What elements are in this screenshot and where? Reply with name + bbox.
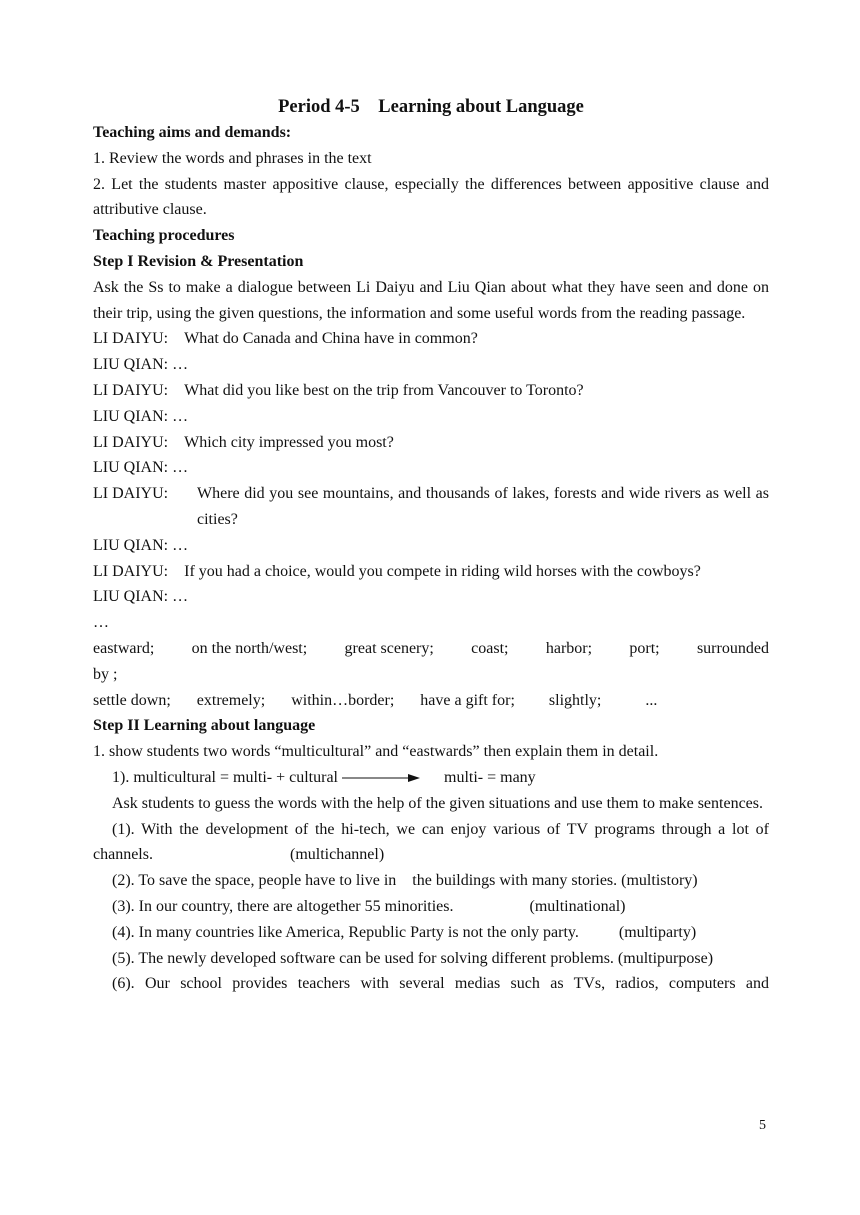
dialogue-line: [93, 404, 769, 430]
useful-words-continuation: by ;: [93, 665, 118, 683]
dialogue-line: [93, 481, 769, 533]
speaker-label: LIU QIAN:: [93, 356, 173, 374]
dialogue-text: …: [172, 588, 189, 606]
procedures-heading: Teaching procedures: [93, 227, 235, 245]
dialogue-line: [93, 559, 769, 585]
dialogue-line: [93, 352, 769, 378]
useful-word: extremely;: [196, 691, 266, 709]
document-page: [93, 94, 769, 997]
dialogue-text: If you had a choice, would you compete in riding wild horses with the cowboys?: [184, 562, 701, 580]
example-text: (4). In many countries like America, Republic Party is not the only party.: [112, 923, 579, 941]
dialogue-text: What did you like best on the trip from Vancouver to Toronto?: [184, 381, 584, 399]
aim-item: 1. Review the words and phrases in the text: [93, 149, 372, 167]
formula-right: multi- = many: [444, 768, 536, 786]
useful-word: ...: [645, 691, 658, 709]
example-item: [93, 946, 769, 972]
example-item: [93, 920, 769, 946]
speaker-label: LIU QIAN:: [93, 536, 173, 554]
speaker-label: LI DAIYU:: [93, 485, 169, 503]
dialogue-text: …: [172, 356, 189, 374]
example-answer: (multinational): [529, 897, 626, 915]
useful-word: harbor;: [545, 639, 593, 657]
dialogue-line: [93, 430, 769, 456]
useful-word: have a gift for;: [420, 691, 515, 709]
step2-heading: Step II Learning about language: [93, 717, 316, 735]
aims-heading: Teaching aims and demands:: [93, 124, 292, 141]
step2-item: 1. show students two words “multicultural” and “eastwards” then explain them in detail.: [93, 743, 659, 761]
useful-word: eastward;: [93, 639, 155, 657]
aim-item: 2. Let the students master appositive clause, especially the differences between appositive clause and attributive clause.: [93, 175, 769, 219]
example-text: (2). To save the space, people have to live in the buildings with many stories.: [112, 872, 618, 890]
dialogue-line: [93, 378, 769, 404]
example-text: (1). With the development of the hi-tech, we can enjoy various of TV programs through a lot of channels.: [93, 820, 769, 864]
dialogue-text: …: [172, 536, 189, 554]
step1-intro: Ask the Ss to make a dialogue between Li Daiyu and Liu Qian about what they have seen and done on their trip, using the given questions, the information and some useful words from the reading passage.: [93, 278, 769, 322]
useful-word: port;: [629, 639, 660, 657]
speaker-label: LI DAIYU:: [93, 433, 185, 451]
example-item: [93, 894, 769, 920]
speaker-label: LIU QIAN:: [93, 407, 173, 425]
formula-left: 1). multicultural = multi- + cultural: [112, 768, 338, 786]
useful-word: coast;: [471, 639, 509, 657]
example-item: [93, 817, 769, 869]
word-formula: [93, 765, 769, 791]
dialogue-line: [93, 533, 769, 559]
example-item: [93, 971, 769, 997]
speaker-label: LI DAIYU:: [93, 381, 185, 399]
example-text: (3). In our country, there are altogether 55 minorities.: [112, 897, 454, 915]
useful-word: within…border;: [291, 691, 395, 709]
dialogue-line: [93, 455, 769, 481]
dialogue-text: …: [172, 407, 189, 425]
example-text: (5). The newly developed software can be used for solving different problems.: [112, 949, 614, 967]
example-answer: (multipurpose): [617, 949, 714, 967]
guess-intro: Ask students to guess the words with the help of the given situations and use them to make sentences.: [112, 794, 763, 812]
example-text: (6). Our school provides teachers with several medias such as TVs, radios, computers and: [112, 975, 769, 993]
example-answer: (multichannel): [289, 846, 385, 864]
dialogue-text: What do Canada and China have in common?: [184, 330, 478, 348]
speaker-label: LI DAIYU:: [93, 562, 185, 580]
speaker-label: LI DAIYU:: [93, 330, 185, 348]
dialogue-text: Where did you see mountains, and thousands of lakes, forests and wide rivers as well as cities?: [197, 485, 769, 528]
dialogue-line: [93, 326, 769, 352]
useful-word: on the north/west;: [191, 639, 308, 657]
useful-word: slightly;: [548, 691, 602, 709]
useful-word: great scenery;: [344, 639, 434, 657]
right-arrow-icon: [342, 773, 420, 783]
useful-words-row: [93, 636, 769, 662]
dialogue-text: Which city impressed you most?: [184, 433, 394, 451]
page-number: 5: [759, 1118, 766, 1133]
speaker-label: LIU QIAN:: [93, 588, 173, 606]
useful-word: surrounded: [696, 639, 769, 657]
dialogue-ellipsis: …: [93, 614, 109, 632]
example-answer: (multistory): [621, 872, 698, 890]
example-answer: (multiparty): [618, 923, 697, 941]
step1-heading: Step I Revision & Presentation: [93, 252, 304, 270]
dialogue-text: …: [172, 459, 189, 477]
useful-word: settle down;: [93, 691, 171, 709]
speaker-label: LIU QIAN:: [93, 459, 173, 477]
example-item: [93, 868, 769, 894]
page-title: Period 4-5 Learning about Language: [278, 97, 584, 117]
dialogue-line: [93, 584, 769, 610]
useful-words-row: [93, 688, 769, 714]
